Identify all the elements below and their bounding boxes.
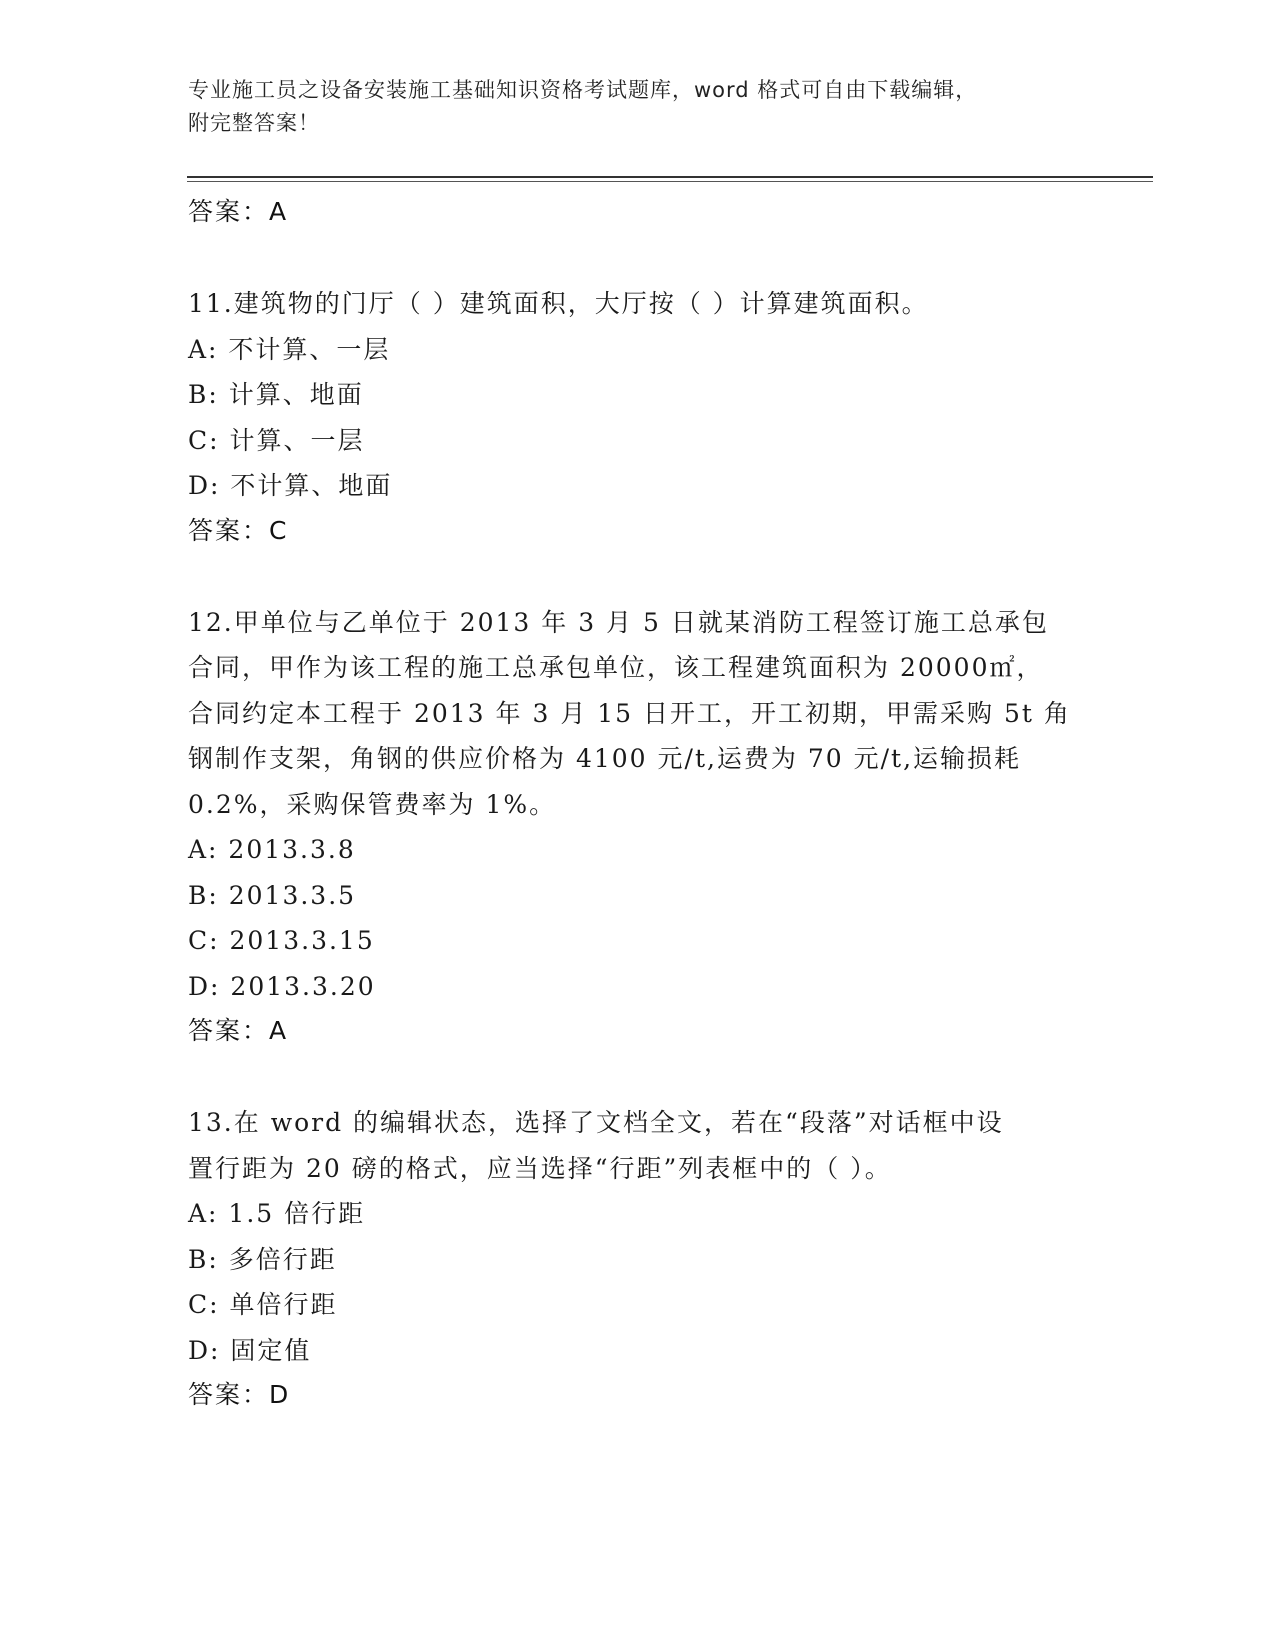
answer-12: 答案：A — [188, 1016, 289, 1045]
answer-prev: 答案：A — [188, 197, 289, 226]
option-b: B: 计算、地面 — [188, 380, 364, 409]
question-text-13 — [188, 1100, 1078, 1191]
header-rule-thick — [187, 176, 1153, 178]
question-line: 13.在 word 的编辑状态，选择了文档全文，若在“段落”对话框中设 — [188, 1108, 1004, 1137]
question-line: 0.2%，采购保管费率为 1%。 — [188, 789, 557, 819]
option-d: D: 2013.3.20 — [188, 971, 376, 1001]
document-body — [188, 190, 1078, 1417]
header-line-2: 附完整答案！ — [188, 111, 320, 135]
question-line: 合同，甲作为该工程的施工总承包单位，该工程建筑面积为 20000㎡， — [188, 653, 1044, 682]
option-c: C: 2013.3.15 — [188, 926, 375, 955]
question-line: 合同约定本工程于 2013 年 3 月 15 日开工，开工初期，甲需采购 5t 角 — [188, 698, 1071, 728]
option-d: D: 不计算、地面 — [188, 471, 393, 500]
option-c: C: 计算、一层 — [188, 425, 365, 455]
header-rule-thin — [187, 181, 1153, 182]
question-block-11 — [188, 281, 1078, 553]
option-d: D: 固定值 — [188, 1335, 312, 1365]
option-b: B: 2013.3.5 — [188, 880, 357, 910]
question-text-12 — [188, 600, 1078, 828]
option-a: A: 2013.3.8 — [188, 835, 356, 864]
answer-13: 答案：D — [188, 1380, 291, 1409]
question-line: 12.甲单位与乙单位于 2013 年 3 月 5 日就某消防工程签订施工总承包 — [188, 607, 1049, 637]
question-line: 钢制作支架，角钢的供应价格为 4100 元/t,运费为 70 元/t,运输损耗 — [188, 744, 1022, 773]
option-a: A: 不计算、一层 — [188, 334, 391, 364]
option-c: C: 单倍行距 — [188, 1290, 338, 1319]
answer-11: 答案：C — [188, 515, 289, 545]
question-line: 11.建筑物的门厅（ ）建筑面积，大厅按（ ）计算建筑面积。 — [188, 289, 929, 318]
option-a: A: 1.5 倍行距 — [188, 1199, 366, 1228]
question-text-11 — [188, 281, 1078, 327]
page-header — [188, 74, 1068, 140]
question-block-13 — [188, 1100, 1078, 1417]
option-b: B: 多倍行距 — [188, 1244, 337, 1274]
header-line-1: 专业施工员之设备安装施工基础知识资格考试题库，word 格式可自由下载编辑， — [188, 78, 978, 102]
spacer — [188, 553, 1078, 600]
spacer — [188, 1053, 1078, 1100]
spacer — [188, 234, 1078, 281]
question-block-12 — [188, 600, 1078, 1054]
question-line: 置行距为 20 磅的格式，应当选择“行距”列表框中的（ ）。 — [188, 1153, 892, 1183]
